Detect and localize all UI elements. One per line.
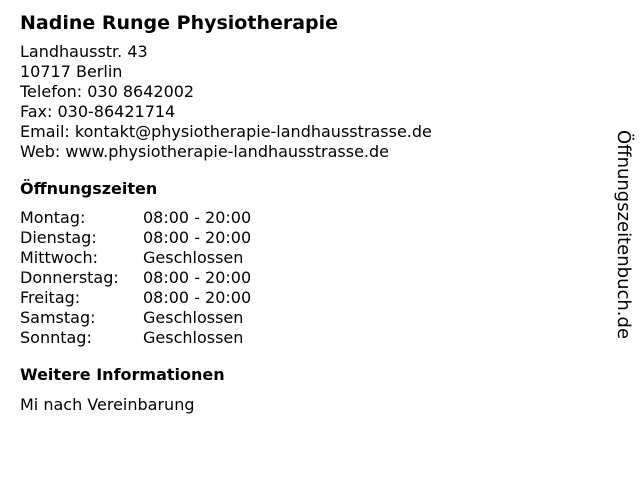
- hours-day: Donnerstag:: [20, 268, 119, 287]
- hours-day: Sonntag:: [20, 328, 92, 347]
- hours-time: Geschlossen: [143, 328, 244, 347]
- hours-day: Freitag:: [20, 288, 81, 307]
- hours-row: [20, 328, 251, 348]
- hours-row: [20, 308, 251, 328]
- fax-line: Fax: 030-86421714: [20, 102, 176, 121]
- business-name: Nadine Runge Physiotherapie: [20, 12, 339, 34]
- phone-line: Telefon: 030 8642002: [20, 82, 195, 101]
- hours-row: [20, 208, 251, 228]
- web-line: Web: www.physiotherapie-landhausstrasse.de: [20, 142, 389, 161]
- hours-day: Samstag:: [20, 308, 96, 327]
- email-line: Email: kontakt@physiotherapie-landhausstrasse.de: [20, 122, 432, 141]
- hours-row: [20, 248, 251, 268]
- hours-row: [20, 268, 251, 288]
- contact-block: [20, 42, 600, 162]
- hours-day: Dienstag:: [20, 228, 97, 247]
- address-street: Landhausstr. 43: [20, 42, 148, 61]
- info-text: Mi nach Vereinbarung: [20, 395, 195, 414]
- business-card: [20, 10, 600, 415]
- hours-row: [20, 228, 251, 248]
- info-heading: Weitere Informationen: [20, 365, 225, 384]
- brand-watermark: Öffnungszeitenbuch.de: [613, 130, 634, 340]
- hours-heading: Öffnungszeiten: [20, 179, 158, 198]
- hours-row: [20, 288, 251, 308]
- hours-time: Geschlossen: [143, 308, 244, 327]
- hours-time: 08:00 - 20:00: [143, 208, 252, 227]
- hours-time: 08:00 - 20:00: [143, 268, 252, 287]
- hours-day: Mittwoch:: [20, 248, 98, 267]
- address-city: 10717 Berlin: [20, 62, 123, 81]
- hours-table: [20, 208, 251, 348]
- hours-day: Montag:: [20, 208, 86, 227]
- hours-time: 08:00 - 20:00: [143, 228, 252, 247]
- hours-time: Geschlossen: [143, 248, 244, 267]
- hours-time: 08:00 - 20:00: [143, 288, 252, 307]
